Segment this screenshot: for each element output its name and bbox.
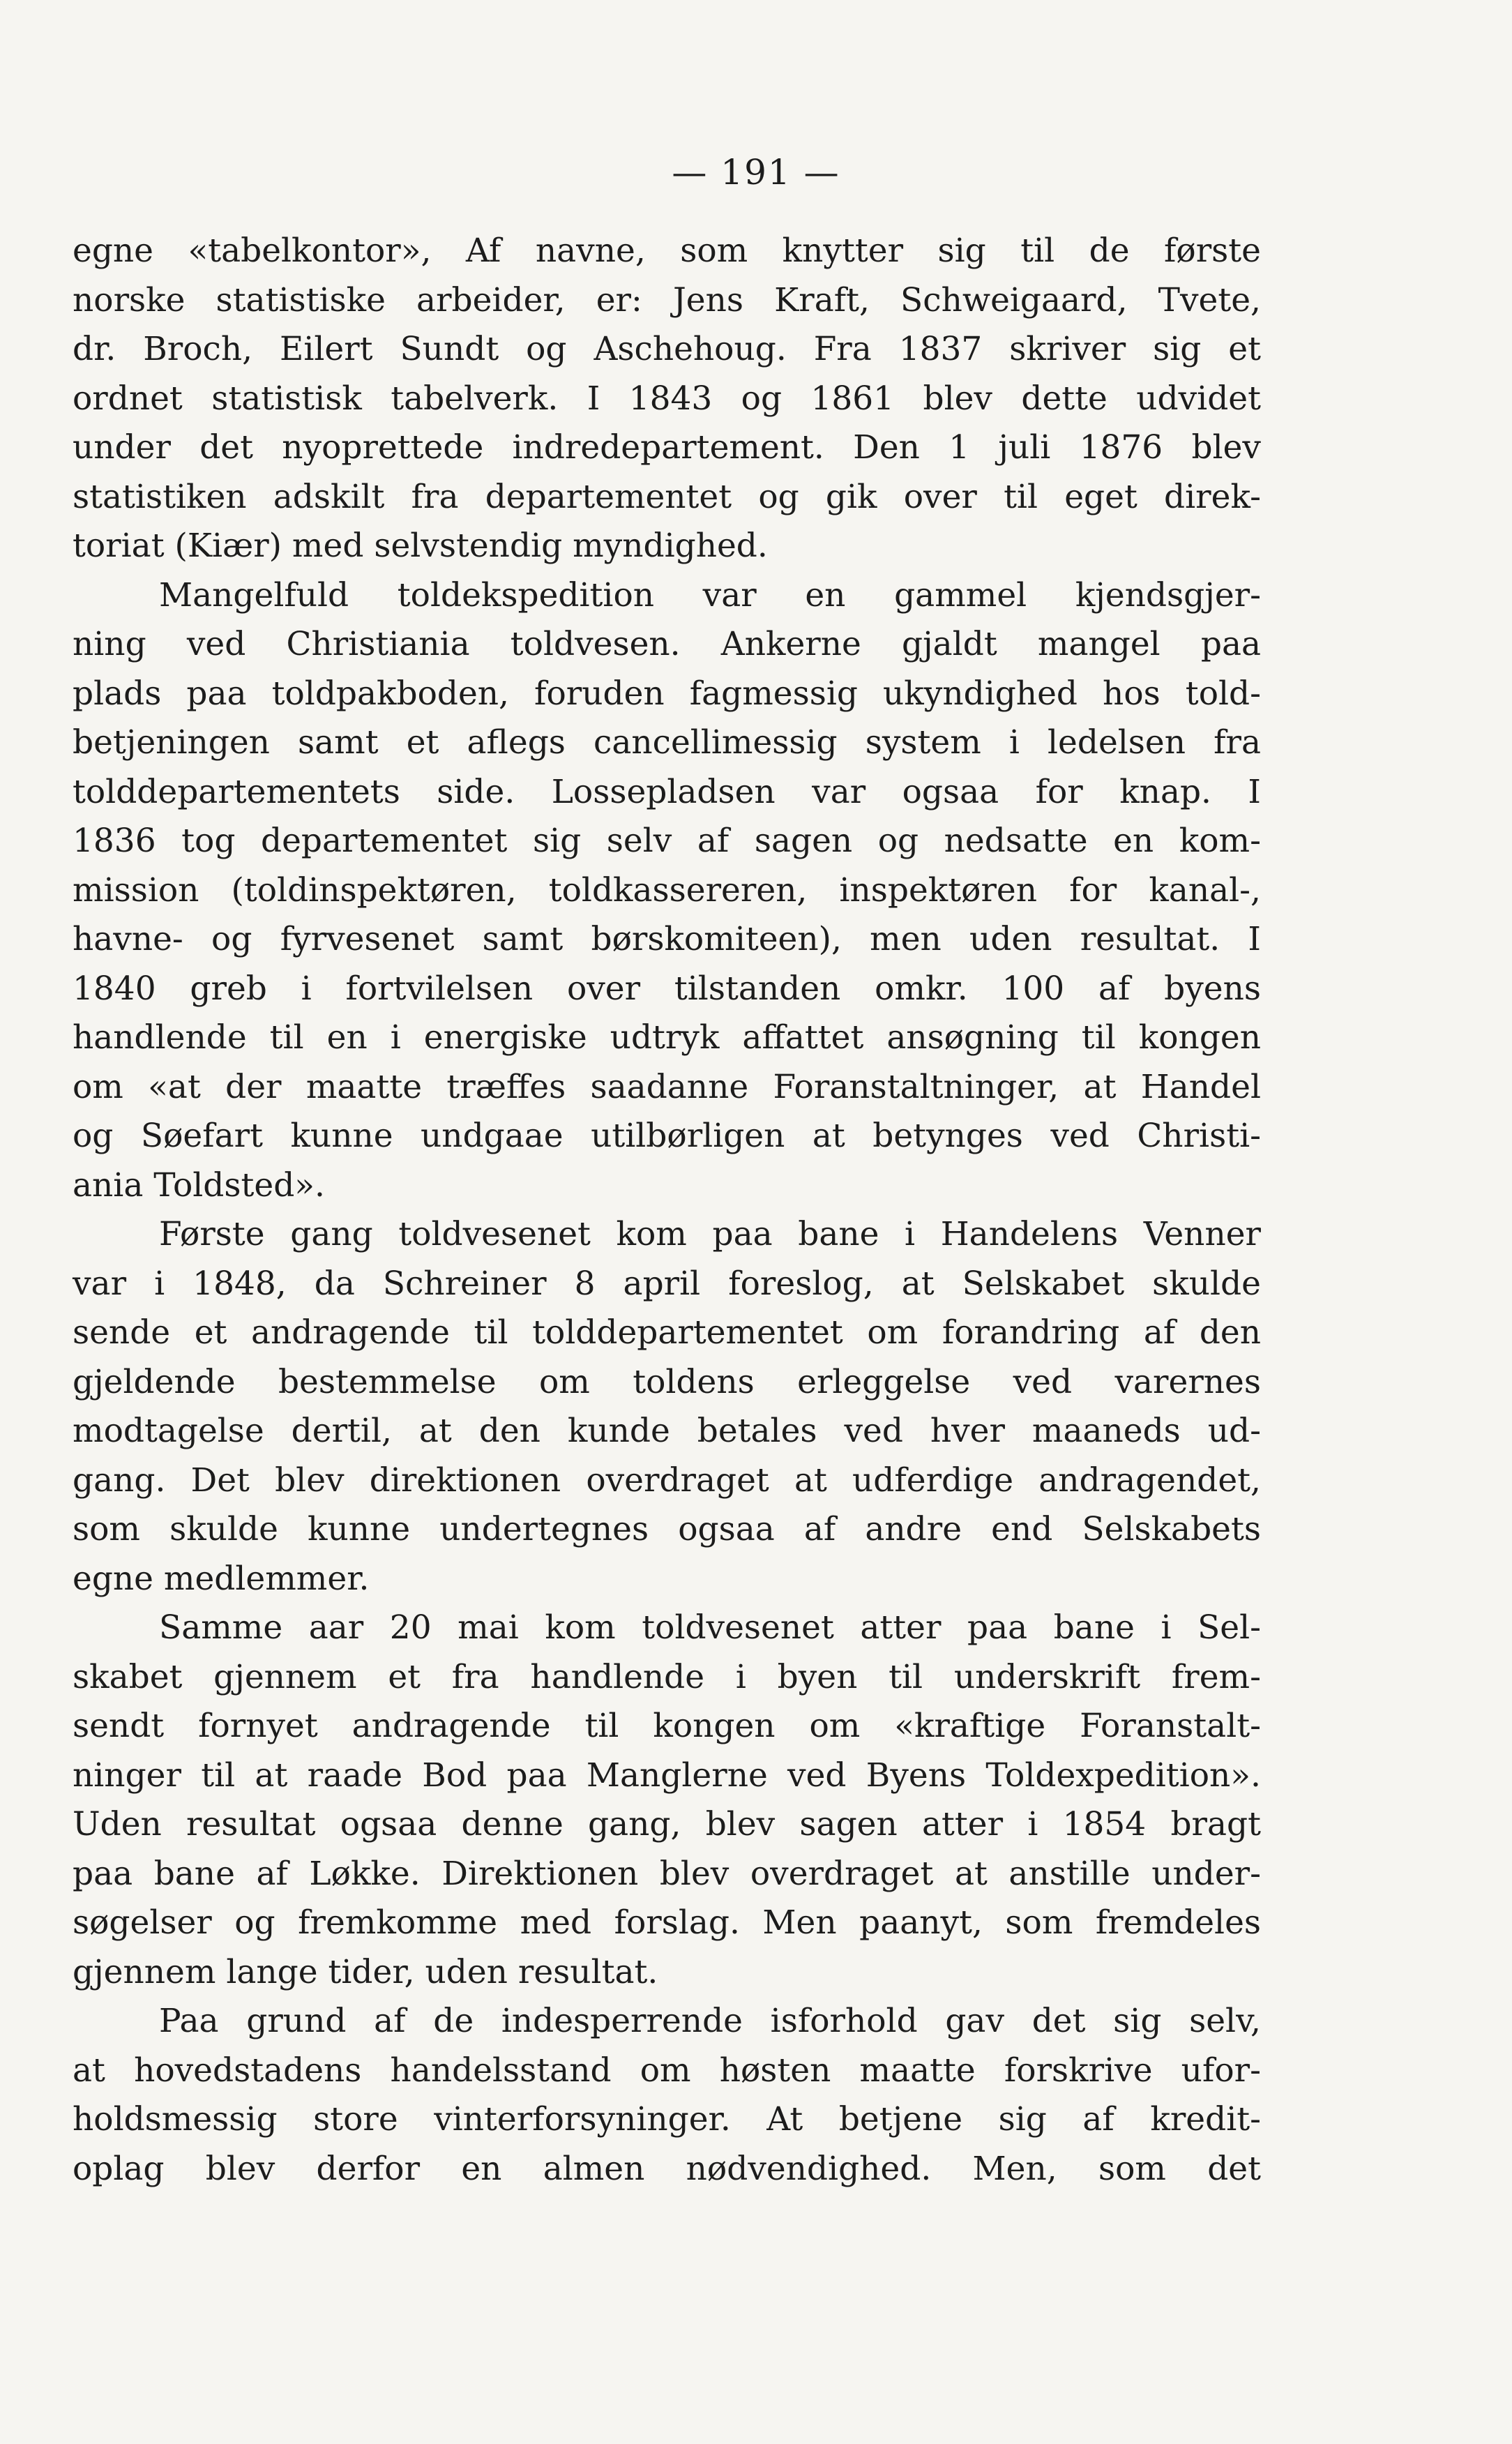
text-line: Samme aar 20 mai kom toldvesenet atter paa bane i Sel- [159, 1608, 1261, 1647]
text-line: ania Toldsted». [73, 1166, 326, 1205]
text-line: mission (toldinspektøren, toldkassereren, inspektøren for kanal-, [73, 870, 1261, 910]
text-line: gjennem lange tider, uden resultat. [73, 1952, 658, 1991]
text-line: ning ved Christiania toldvesen. Ankerne gjaldt mangel paa [73, 625, 1261, 663]
text-line: ninger til at raade Bod paa Manglerne ved Byens Toldexpedition». [73, 1756, 1261, 1795]
text-line: at hovedstadens handelsstand om høsten maatte forskrive ufor- [73, 2051, 1261, 2090]
text-line: 1836 tog departementet sig selv af sagen og nedsatte en kom- [73, 822, 1261, 860]
page-number: — 191 — [672, 152, 840, 193]
text-line: om «at der maatte træffes saadanne Foranstaltninger, at Handel [73, 1067, 1261, 1106]
text-line: egne medlemmer. [73, 1559, 370, 1598]
text-line: handlende til en i energiske udtryk affattet ansøgning til kongen [73, 1018, 1261, 1057]
text-line: ordnet statistisk tabelverk. I 1843 og 1861 blev dette udvidet [73, 379, 1261, 418]
text-line: toriat (Kiær) med selvstendig myndighed. [73, 527, 768, 565]
text-line: oplag blev derfor en almen nødvendighed. Men, som det [73, 2149, 1261, 2188]
body-text [73, 227, 1261, 2194]
text-line: betjeningen samt et aflegs cancellimessig system i ledelsen fra [73, 723, 1261, 762]
text-line: plads paa toldpakboden, foruden fagmessig ukyndighed hos told- [73, 674, 1261, 713]
text-line: gjeldende bestemmelse om toldens erleggelse ved varernes [73, 1362, 1261, 1401]
text-line: modtagelse dertil, at den kunde betales ved hver maaneds ud- [73, 1412, 1261, 1450]
text-line: dr. Broch, Eilert Sundt og Aschehoug. Fra 1837 skriver sig et [73, 330, 1261, 368]
text-line: gang. Det blev direktionen overdraget at udferdige andragendet, [73, 1461, 1261, 1500]
text-line: holdsmessig store vinterforsyninger. At betjene sig af kredit- [73, 2100, 1261, 2138]
text-line: under det nyoprettede indredepartement. Den 1 juli 1876 blev [73, 428, 1261, 467]
text-line: sende et andragende til tolddepartementet om forandring af den [73, 1313, 1261, 1352]
text-line: egne «tabelkontor», Af navne, som knytter sig til de første [73, 232, 1261, 270]
text-line: Første gang toldvesenet kom paa bane i Handelens Venner [159, 1215, 1261, 1253]
text-line: statistiken adskilt fra departementet og gik over til eget direk- [73, 477, 1261, 516]
text-line: skabet gjennem et fra handlende i byen til underskrift frem- [73, 1657, 1261, 1696]
text-line: 1840 greb i fortvilelsen over tilstanden omkr. 100 af byens [73, 969, 1261, 1008]
text-line: var i 1848, da Schreiner 8 april foreslog, at Selskabet skulde [73, 1264, 1261, 1303]
text-line: paa bane af Løkke. Direktionen blev overdraget at anstille under- [73, 1854, 1261, 1893]
text-line: søgelser og fremkomme med forslag. Men paanyt, som fremdeles [73, 1903, 1261, 1942]
text-line: norske statistiske arbeider, er: Jens Kraft, Schweigaard, Tvete, [73, 280, 1261, 319]
text-line: sendt fornyet andragende til kongen om «kraftige Foranstalt- [73, 1707, 1261, 1745]
text-line: tolddepartementets side. Lossepladsen var ogsaa for knap. I [73, 772, 1261, 811]
text-line: Paa grund af de indesperrende isforhold gav det sig selv, [159, 2002, 1261, 2040]
text-line: og Søefart kunne undgaae utilbørligen at betynges ved Christi- [73, 1117, 1261, 1155]
text-line: Mangelfuld toldekspedition var en gammel kjendsgjer- [159, 575, 1261, 614]
text-line: Uden resultat ogsaa denne gang, blev sagen atter i 1854 bragt [73, 1805, 1261, 1843]
text-line: havne- og fyrvesenet samt børskomiteen), men uden resultat. I [73, 920, 1261, 958]
text-line: som skulde kunne undertegnes ogsaa af andre end Selskabets [73, 1510, 1261, 1548]
